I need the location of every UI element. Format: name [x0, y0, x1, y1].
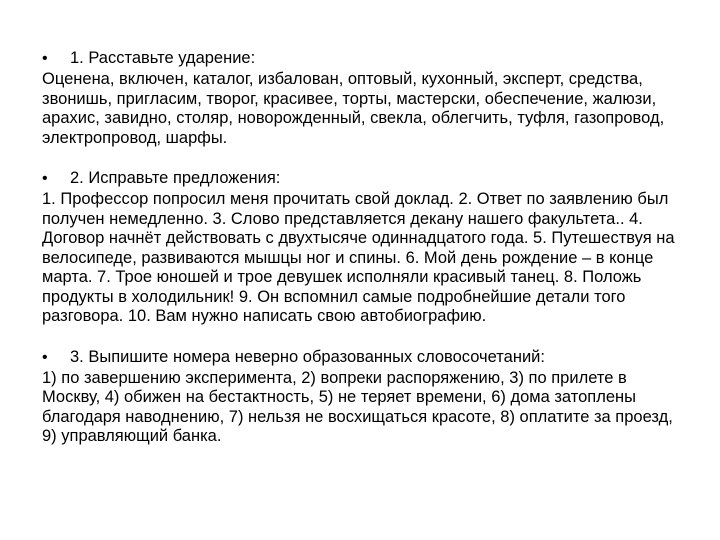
task-1 [42, 48, 682, 148]
task-2-body: 1. Профессор попросил меня прочитать свой доклад. 2. Ответ по заявлению был получен немедленно. 3. Слово представляется декану нашего факультета.. 4. Договор начнёт действовать с двухтысяче одиннадцатого года. 5. Путешествуя на велосипеде, развиваются мышцы ног и спины. 6. Мой день рождение – в конце марта. 7. Трое юношей и трое девушек исполняли красивый танец. 8. Положь продукты в холодильник! 9. Он вспомнил самые подробнейшие детали того разговора. 10. Вам нужно написать свою автобиографию. [42, 190, 675, 325]
task-3-body: 1) по завершению эксперимента, 2) вопреки распоряжению, 3) по прилете в Москву, 4) обижен на бестактность, 5) не теряет времени, 6) дома затоплены благодаря наводнению, 7) нельзя не восхищаться красоте, 8) оплатите за проезд, 9) управляющий банка. [42, 368, 673, 445]
task-3 [42, 347, 682, 447]
bullet-icon: • [42, 50, 48, 67]
bullet-icon: • [42, 170, 48, 187]
task-2-title: 2. Исправьте предложения: [70, 169, 281, 187]
task-1-heading [42, 48, 682, 69]
bullet-icon: • [42, 348, 48, 366]
task-2-heading [42, 168, 682, 189]
task-1-title: 1. Расставьте ударение: [70, 49, 256, 67]
slide-content [42, 48, 682, 467]
task-1-body: Оценена, включен, каталог, избалован, оптовый, кухонный, эксперт, средства, звонишь, пригласим, творог, красивее, торты, мастерски, обеспечение, жалюзи, арахис, завидно, столяр, новорожденный, свекла, облегчить, туфля, газопровод, электропровод, шарфы. [42, 70, 665, 147]
task-2 [42, 168, 682, 327]
task-3-title: 3. Выпишите номера неверно образованных словосочетаний: [70, 347, 545, 366]
task-3-heading [42, 347, 682, 368]
